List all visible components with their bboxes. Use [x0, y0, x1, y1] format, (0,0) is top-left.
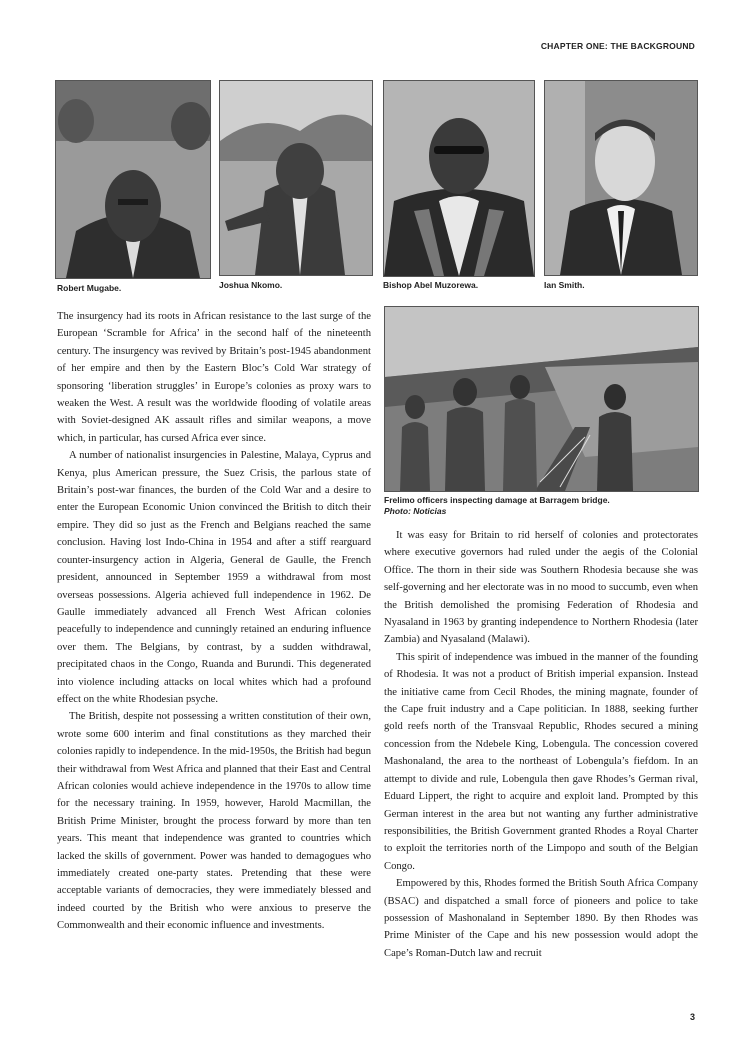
left-column — [57, 308, 371, 935]
page-number: 3 — [689, 1012, 695, 1022]
paragraph: This spirit of independence was imbued in the manner of the founding of Rhodesia. It was not a product of British imperial expansion. Instead the initiative came from Cecil Rhodes, the mining magnate, founder of the Cape fruit industry and a Cape politician. In 1888, seeking further gold reefs north of the Transvaal Republic, Rhodes secured a mining concession from the Ndebele King, Lobengula. The concession covered Mashonaland, the area to the northeast of Lobengula’s fiefdom. In an attempt to divide and rule, Lobengula then gave Rhodes’s German rival, Eduard Lippert, the right to acquire and exploit land. Prompted by this German interest in the area but not wanting any further administrative responsibilities, the British Government granted Rhodes a Royal Charter to exploit the territories north of the Limpopo and south of the Belgian Congo. — [384, 651, 698, 872]
photo-abel-muzorewa — [383, 80, 535, 277]
bridge-caption-text: Frelimo officers inspecting damage at Barragem bridge. — [384, 495, 610, 505]
running-head: CHAPTER ONE: THE BACKGROUND — [540, 41, 695, 51]
paragraph: A number of nationalist insurgencies in Palestine, Malaya, Cyprus and Kenya, plus American pressure, the Suez Crisis, the parlous state of Britain’s post-war finances, the burden of the Cold War and a desire to enter the European Economic Union convinced the British to ditch their empire. They did so just as the French and Belgians reached the same conclusion. Having lost Indo-China in 1954 and after a stiff rearguard counter-insurgency action in Algeria, General de Gaulle, the French president, announced in September 1959 a withdrawal from most overseas possessions. Algeria achieved full independence in 1962. De Gaulle immediately advanced all French West African colonies peacefully to independence and cunningly retained an enduring influence over them. The Belgians, by contrast, by a sudden withdrawal, precipitated chaos in the Congo, Ruanda and Burundi. This degenerated into violence including attacks on local whites which had a profound effect on the white Rhodesian psyche. — [57, 450, 371, 705]
photo-ian-smith — [544, 80, 698, 276]
photo-joshua-nkomo — [219, 80, 373, 276]
photo-caption: Robert Mugabe. — [57, 283, 122, 293]
photo-robert-mugabe — [55, 80, 211, 279]
paragraph: The British, despite not possessing a written constitution of their own, wrote some 600 interim and final constitutions as they marched their colonies rapidly to independence. In the mid-1950s, the British had begun their withdrawal from West Africa and planned that their East and Central African colonies would achieve independence in the 1970s to allow time for the necessary training. In 1959, however, Harold Macmillan, the British Prime Minister, brought the process forward by more than ten years. This meant that independence was granted to countries which lacked the skills of government. Power was handed to demagogues who immediately created one-party states. Pretending that these were acceptable variants of democracies, they were immediately blessed and indeed courted by the British who were anxious to preserve the Commonwealth and their economic influence and investments. — [57, 711, 371, 932]
photo-caption: Bishop Abel Muzorewa. — [383, 280, 479, 290]
paragraph: The insurgency had its roots in African resistance to the last surge of the European ‘Scramble for Africa’ in the second half of the nineteenth century. The insurgency was revived by Britain’s post-1945 abandonment of her empire and then by the Eastern Bloc’s Cold War strategy of sponsoring ‘liberation struggles’ in Europe’s colonies as proxy wars to weaken the West. A result was the worldwide flooding of volatile areas with Soviet-designed AK assault rifles and similar weapons, a move which, in particular, has cursed Africa ever since. — [57, 311, 371, 444]
photo-credit: Photo: Noticias — [384, 506, 447, 516]
paragraph: Empowered by this, Rhodes formed the British South Africa Company (BSAC) and dispatched a small force of pioneers and police to take possession of Mashonaland in September 1890. By then Rhodes was Prime Minister of the Cape and his new possession would adopt the Cape’s Roman-Dutch law and recruit — [384, 878, 698, 959]
bridge-photo-caption — [384, 495, 704, 517]
photo-caption: Ian Smith. — [544, 280, 585, 290]
paragraph: It was easy for Britain to rid herself of colonies and protectorates where executive governors had ruled under the aegis of the Colonial Office. The thorn in their side was Southern Rhodesia because she was self-governing and her electorate was in no mood to succumb, even when the British demolished the promising Federation of Rhodesia and Nyasaland in 1963 by granting independence to Northern Rhodesia (later Zambia) and Nyasaland (Malawi). — [384, 530, 698, 646]
right-column — [384, 527, 698, 962]
photo-barragem-bridge — [384, 306, 699, 492]
photo-caption: Joshua Nkomo. — [219, 280, 283, 290]
